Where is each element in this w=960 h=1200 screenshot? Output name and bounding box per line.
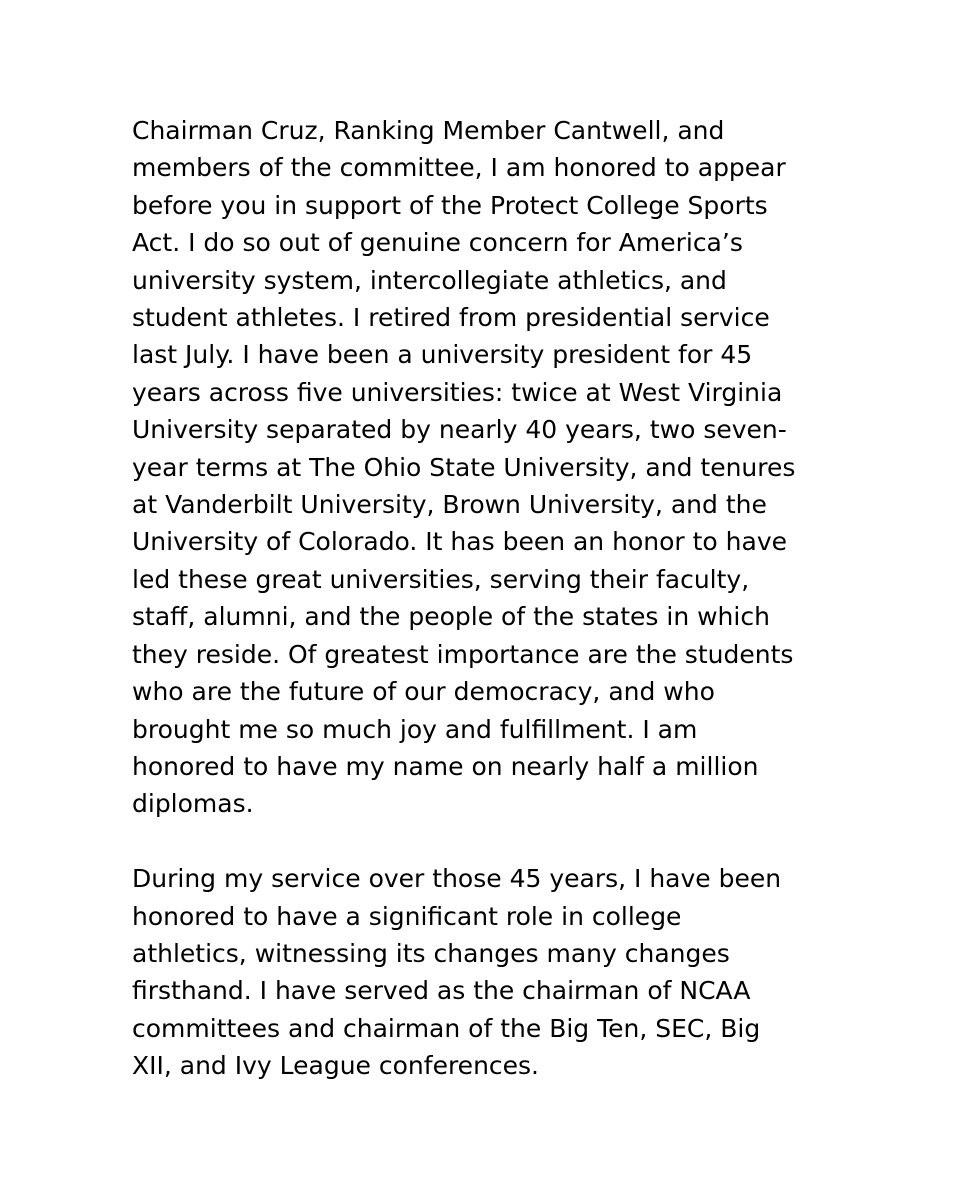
paragraph-2 xyxy=(132,860,852,1084)
text-line: year terms at The Ohio State University, and tenures xyxy=(132,452,796,482)
text-line: diplomas. xyxy=(132,789,254,819)
text-line: honored to have my name on nearly half a million xyxy=(132,751,759,781)
text-line: before you in support of the Protect College Sports xyxy=(132,190,768,220)
text-line: at Vanderbilt University, Brown University, and the xyxy=(132,490,767,520)
text-line: university system, intercollegiate athletics, and xyxy=(132,265,727,295)
text-line: University of Colorado. It has been an honor to have xyxy=(132,527,787,557)
text-line: years across five universities: twice at West Virginia xyxy=(132,377,783,407)
text-line: committees and chairman of the Big Ten, SEC, Big xyxy=(132,1013,761,1043)
paragraph-1 xyxy=(132,112,852,823)
text-line: led these great universities, serving their faculty, xyxy=(132,564,750,594)
text-line: honored to have a significant role in college xyxy=(132,901,682,931)
text-line: brought me so much joy and fulfillment. I am xyxy=(132,714,698,744)
text-line: members of the committee, I am honored to appear xyxy=(132,153,786,183)
text-line: During my service over those 45 years, I have been xyxy=(132,864,782,894)
text-line: XII, and Ivy League conferences. xyxy=(132,1051,540,1081)
text-line: University separated by nearly 40 years, two seven- xyxy=(132,415,787,445)
text-line: staff, alumni, and the people of the states in which xyxy=(132,602,770,632)
document-body xyxy=(132,112,852,1122)
text-line: student athletes. I retired from presidential service xyxy=(132,303,770,333)
text-line: last July. I have been a university president for 45 xyxy=(132,340,753,370)
text-line: athletics, witnessing its changes many changes xyxy=(132,938,730,968)
text-line: who are the future of our democracy, and who xyxy=(132,677,715,707)
text-line: Act. I do so out of genuine concern for America’s xyxy=(132,228,743,258)
text-line: firsthand. I have served as the chairman of NCAA xyxy=(132,976,751,1006)
text-line: Chairman Cruz, Ranking Member Cantwell, and xyxy=(132,116,725,145)
text-line: they reside. Of greatest importance are the students xyxy=(132,639,794,669)
